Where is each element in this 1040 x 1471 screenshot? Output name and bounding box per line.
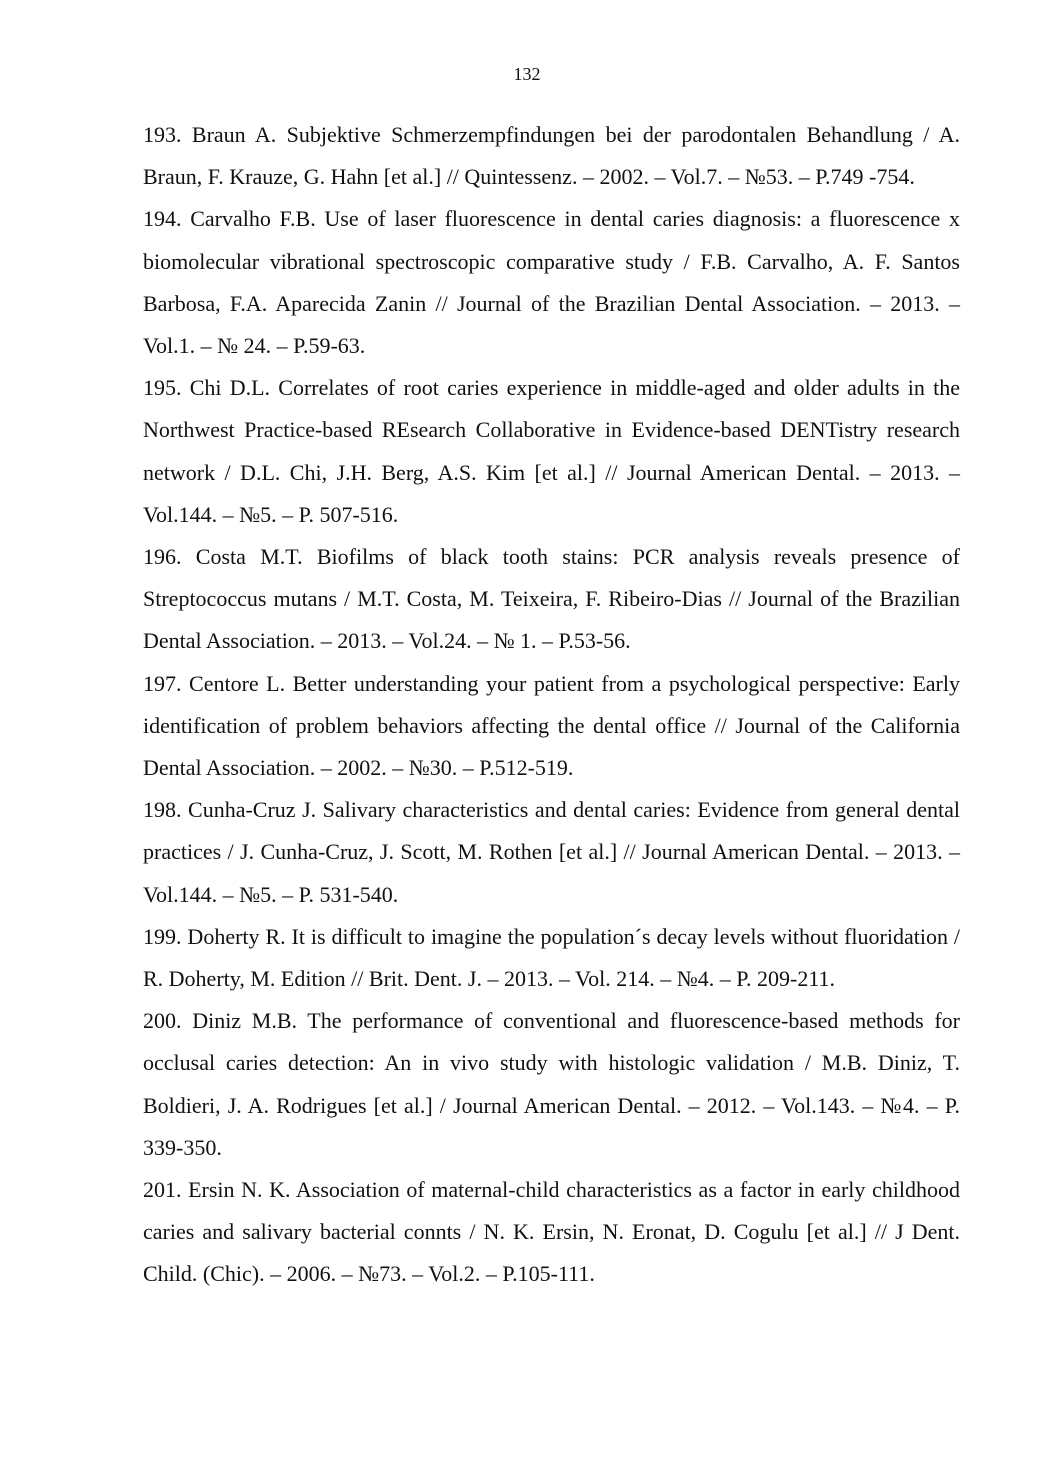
reference-item: 200. Diniz M.B. The performance of conventional and fluorescence-based methods for occlusal caries detection: An in vivo study with histologic validation / M.B. Diniz, T. Boldieri, J. A. Rodrigues [et al.] / Journal American Dental. – 2012. – Vol.143. – №4. – P. 339-350. xyxy=(143,1008,960,1160)
page-number: 132 xyxy=(513,64,541,84)
reference-item: 193. Braun A. Subjektive Schmerzempfindungen bei der parodontalen Behandlung / A. Braun, F. Krauze, G. Hahn [et al.] // Quintessenz. – 2002. – Vol.7. – №53. – P.749 -754. xyxy=(143,122,960,190)
reference-item: 194. Carvalho F.B. Use of laser fluorescence in dental caries diagnosis: a fluorescence x biomolecular vibrational spectroscopic comparative study / F.B. Carvalho, A. F. Santos Barbosa, F.A. Aparecida Zanin // Journal of the Brazilian Dental Association. – 2013. – Vol.1. – № 24. – P.59-63. xyxy=(143,206,960,359)
reference-item: 201. Ersin N. K. Association of maternal-child characteristics as a factor in early childhood caries and salivary bacterial connts / N. K. Ersin, N. Eronat, D. Cogulu [et al.] // J Dent. Child. (Chic). – 2006. – №73. – Vol.2. – P.105-111. xyxy=(143,1177,960,1287)
reference-item: 196. Costa M.T. Biofilms of black tooth stains: PCR analysis reveals presence of Streptococcus mutans / M.T. Costa, M. Teixeira, F. Ribeiro-Dias // Journal of the Brazilian Dental Association. – 2013. – Vol.24. – № 1. – P.53-56. xyxy=(143,544,960,654)
reference-list xyxy=(143,114,960,1296)
reference-item: 199. Doherty R. It is difficult to imagine the population´s decay levels without fluoridation / R. Doherty, M. Edition // Brit. Dent. J. – 2013. – Vol. 214. – №4. – P. 209-211. xyxy=(143,923,960,992)
reference-item: 195. Chi D.L. Correlates of root caries experience in middle-aged and older adults in the Northwest Practice-based REsearch Collaborative in Evidence-based DENTistry research network / D.L. Chi, J.H. Berg, A.S. Kim [et al.] // Journal American Dental. – 2013. – Vol.144. – №5. – P. 507-516. xyxy=(143,375,960,527)
reference-item: 197. Centore L. Better understanding your patient from a psychological perspective: Early identification of problem behaviors affecting the dental office // Journal of the California Dental Association. – 2002. – №30. – P.512-519. xyxy=(143,670,960,781)
reference-item: 198. Cunha-Cruz J. Salivary characteristics and dental caries: Evidence from general dental practices / J. Cunha-Cruz, J. Scott, M. Rothen [et al.] // Journal American Dental. – 2013. – Vol.144. – №5. – P. 531-540. xyxy=(143,797,960,907)
